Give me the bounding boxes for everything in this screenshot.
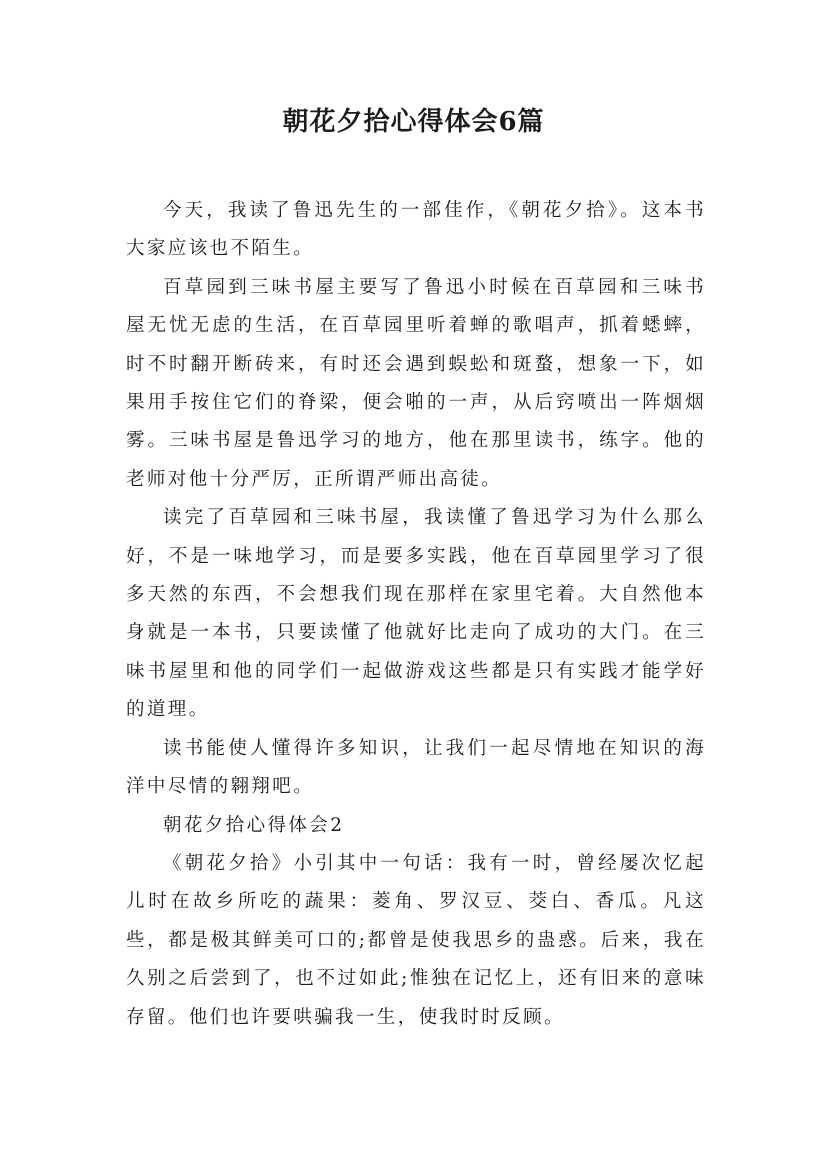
- paragraph-baicaoyuan: 百草园到三味书屋主要写了鲁迅小时候在百草园和三味书屋无忧无虑的生活，在百草园里听着蝉的歌唱声，抓着蟋蟀，时不时翻开断砖来，有时还会遇到蜈蚣和斑蝥，想象一下，如果用手按住它们的脊梁，便会啪的一声，从后窍喷出一阵烟烟雾。三味书屋是鲁迅学习的地方，他在那里读书，练字。他的老师对他十分严厉，正所谓严师出高徒。: [126, 276, 706, 490]
- paragraph-reflection: 读完了百草园和三味书屋，我读懂了鲁迅学习为什么那么好，不是一味地学习，而是要多实践，他在百草园里学习了很多天然的东西，不会想我们现在那样在家里宅着。大自然他本身就是一本书，只要读懂了他就好比走向了成功的大门。在三味书屋里和他的同学们一起做游戏这些都是只有实践才能学好的道理。: [126, 507, 706, 721]
- document-body: [126, 192, 706, 1037]
- paragraph-section2-quote: 《朝花夕拾》小引其中一句话：我有一时，曾经屡次忆起儿时在故乡所吃的蔬果：菱角、罗汉豆、茭白、香瓜。凡这些，都是极其鲜美可口的;都曾是使我思乡的蛊惑。后来，我在久别之后尝到了，也不过如此;惟独在记忆上，还有旧来的意味存留。他们也许要哄骗我一生，使我时时反顾。: [126, 852, 706, 1028]
- paragraph-intro: 今天，我读了鲁迅先生的一部佳作，《朝花夕拾》。这本书大家应该也不陌生。: [126, 200, 706, 260]
- paragraph-conclusion: 读书能使人懂得许多知识，让我们一起尽情地在知识的海洋中尽情的翱翔吧。: [126, 737, 706, 798]
- section-heading: 朝花夕拾心得体会2: [163, 814, 345, 836]
- document-title: 朝花夕拾心得体会6篇: [282, 107, 545, 137]
